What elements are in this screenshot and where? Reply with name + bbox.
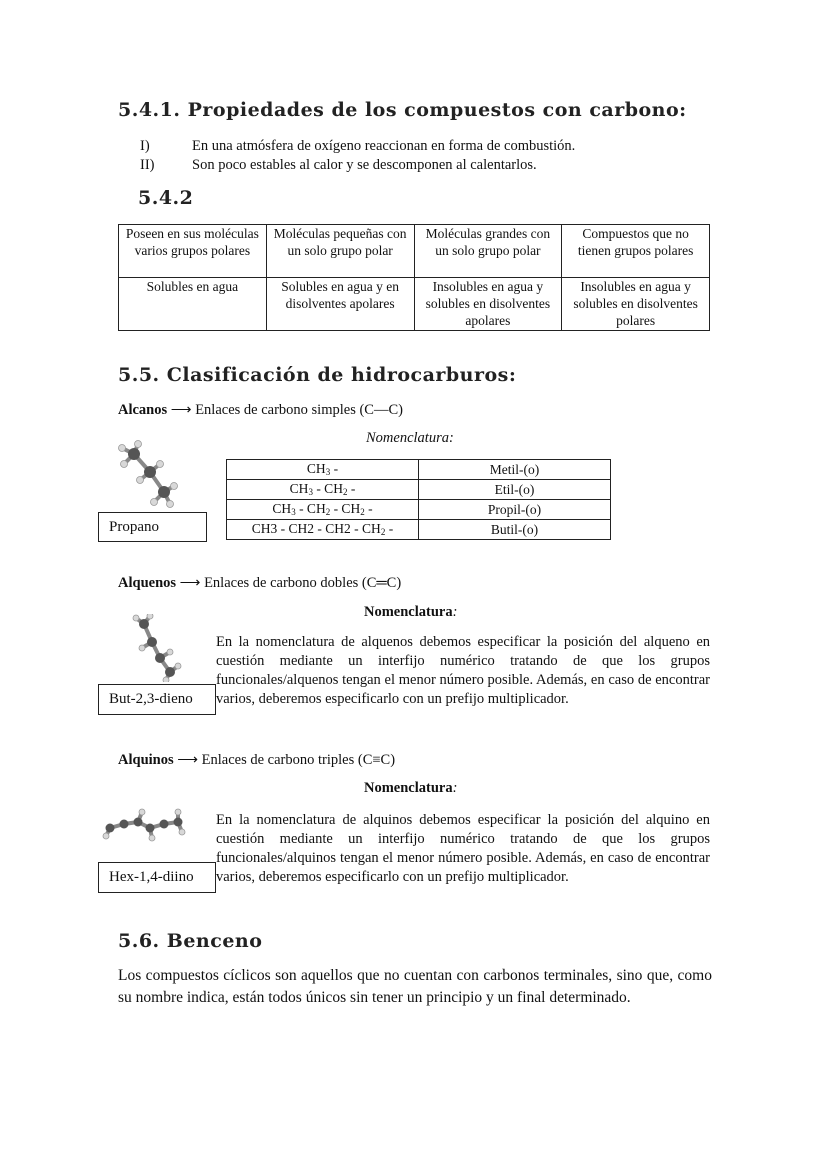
benceno-paragraph: Los compuestos cíclicos son aquellos que no cuentan con carbonos terminales, sino que, como su nombre indica, están todos únicos sin tener un principio y un final determinado. [118, 967, 712, 1006]
table-header-cell: Compuestos que no tienen grupos polares [562, 225, 710, 278]
table-cell: Insolubles en agua y solubles en disolventes apolares [414, 278, 562, 331]
propane-label: Propano [109, 518, 159, 535]
alquinos-nomenclature-label [364, 780, 457, 797]
table-row [119, 225, 710, 278]
alquinos-nomenclature-text: Nomenclatura [364, 780, 453, 796]
table-row [227, 500, 611, 520]
alquinos-line [118, 751, 395, 769]
prefix-cell: Etil-(o) [419, 480, 611, 500]
hexadiyne-molecule-image [102, 806, 186, 842]
alcanos-nomenclature-label: Nomenclatura: [366, 430, 454, 446]
table-cell: Insolubles en agua y solubles en disolventes polares [562, 278, 710, 331]
alcanos-description: ⟶ Enlaces de carbono simples (C—C) [167, 402, 403, 418]
formula-cell: $CH_3$ - [227, 460, 419, 480]
list-item-text: Son poco estables al calor y se descomponen al calentarlos. [192, 157, 537, 173]
propane-label-box [98, 512, 207, 542]
table-row [227, 460, 611, 480]
solubility-table [118, 224, 710, 331]
formula-cell: $CH3 - CH2 - CH2 - CH_2$ - [227, 520, 419, 540]
alquenos-nomenclature-colon: : [452, 604, 458, 620]
prefix-cell: Butil-(o) [419, 520, 611, 540]
table-row [227, 520, 611, 540]
prefix-cell: Metil-(o) [419, 460, 611, 480]
section-heading-5-6: 5.6. Benceno [118, 930, 263, 952]
formula-cell: $CH_3 - CH_2 - CH_2$ - [227, 500, 419, 520]
butadiene-label: But-2,3-dieno [109, 691, 193, 707]
alquenos-label: Alquenos [118, 575, 177, 591]
propane-molecule-image [112, 440, 182, 512]
butadiene-molecule-image [128, 614, 184, 682]
alquenos-description: ⟶ Enlaces de carbono dobles (C═C) [176, 575, 402, 591]
alquinos-paragraph: En la nomenclatura de alquinos debemos especificar la posición del alquino en cuestión mediante un interfijo numérico tratando de que los grupos funcionales/alquinos tengan el menor número posible. Además, en caso de encontrar varios, deberemos especificarlo con un prefijo multiplicador. [216, 812, 710, 885]
table-header-cell: Moléculas grandes con un solo grupo polar [414, 225, 562, 278]
alcanos-label: Alcanos [118, 402, 168, 418]
section-heading-5-5: 5.5. Clasificación de hidrocarburos: [118, 364, 517, 386]
list-item-number: I) [140, 138, 150, 154]
table-cell: Solubles en agua y en disolventes apolares [266, 278, 414, 331]
table-header-cell: Moléculas pequeñas con un solo grupo polar [266, 225, 414, 278]
table-cell: Solubles en agua [119, 278, 267, 331]
alcanos-line [118, 401, 403, 419]
alquenos-nomenclature-label [364, 604, 457, 621]
section-heading-5-4-1: 5.4.1. Propiedades de los compuestos con carbono: [118, 99, 687, 121]
list-item-number: II) [140, 157, 155, 173]
hexadiyne-label: Hex-1,4-diino [109, 869, 194, 885]
alquenos-line [118, 574, 401, 592]
alquinos-nomenclature-colon: : [452, 780, 458, 796]
hexadiyne-label-box [98, 862, 216, 893]
table-row [119, 278, 710, 331]
prefix-cell: Propil-(o) [419, 500, 611, 520]
table-row [227, 480, 611, 500]
alquenos-nomenclature-text: Nomenclatura [364, 604, 453, 620]
formula-cell: $CH_3 - CH_2$ - [227, 480, 419, 500]
alquinos-description: ⟶ Enlaces de carbono triples (C≡C) [173, 752, 396, 768]
alkane-nomenclature-table [226, 459, 611, 540]
alquenos-paragraph: En la nomenclatura de alquenos debemos especificar la posición del alqueno en cuestión mediante un interfijo numérico tratando de que los grupos funcionales/alquenos tengan el menor número posible. Además, en caso de encontrar varios, deberemos especificarlo con un prefijo multiplicador. [216, 634, 710, 707]
section-heading-5-4-2: 5.4.2 [138, 187, 194, 209]
list-item-text: En una atmósfera de oxígeno reaccionan en forma de combustión. [192, 138, 576, 154]
alquinos-label: Alquinos [118, 752, 174, 768]
butadiene-label-box [98, 684, 216, 715]
table-header-cell: Poseen en sus moléculas varios grupos polares [119, 225, 267, 278]
